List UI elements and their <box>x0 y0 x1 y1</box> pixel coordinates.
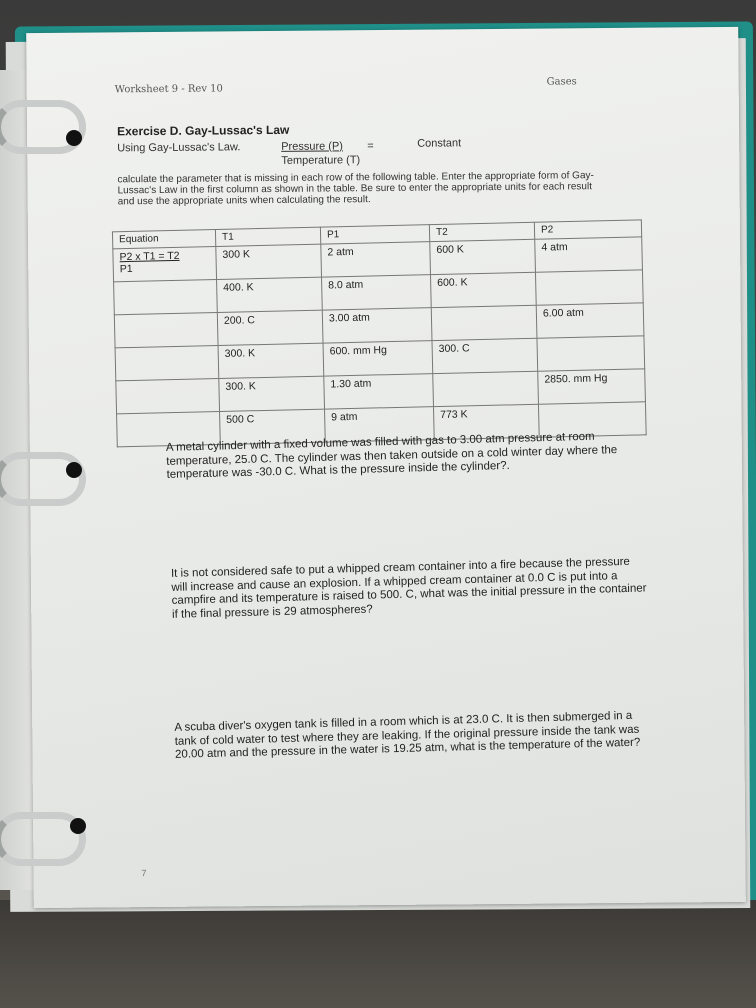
t2-cell: 773 K <box>433 404 539 439</box>
p2-cell <box>537 336 645 371</box>
exercise-using: Using Gay-Lussac's Law. <box>117 141 241 155</box>
header-left: Worksheet 9 - Rev 10 <box>114 83 223 96</box>
binder-ring-middle <box>0 452 86 506</box>
t1-cell: 400. K <box>217 277 323 312</box>
equation-cell <box>115 346 219 381</box>
p2-cell <box>535 270 643 305</box>
header-cell: T2 <box>429 222 534 241</box>
page-number: 7 <box>141 868 147 879</box>
p1-cell: 9 atm <box>325 407 435 442</box>
equation-cell <box>116 378 220 413</box>
exercise-title: Exercise D. Gay-Lussac's Law <box>116 122 290 139</box>
p1-cell: 3.00 atm <box>322 308 432 343</box>
formula-numerator: Pressure (P) <box>281 140 343 153</box>
header-cell: T1 <box>215 227 320 246</box>
punch-hole-bottom <box>70 818 86 834</box>
header-right: Gases <box>546 76 577 88</box>
header-cell: Equation <box>112 230 215 249</box>
question-1: A metal cylinder with a fixed volume was filled with gas to 3.00 atm pressure at room temperature, 25.0 C. The cylinder was then taken outside on a cold winter day where the temperature was -30.0 C. What is the pressure inside the cylinder?. <box>165 430 618 481</box>
gay-lussac-table <box>112 219 647 447</box>
question-3: A scuba diver's oxygen tank is filled in a room which is at 23.0 C. It is then submerged in a tank of cold water to test where they are leaking. If the original pressure inside the tank was 20.00 atm and the pressure in the water is 19.25 atm, what is the temperature of the water? <box>174 709 641 761</box>
formula-constant: Constant <box>417 137 462 150</box>
equation-cell <box>113 247 217 282</box>
t1-cell: 300. K <box>219 376 325 411</box>
t2-cell <box>433 371 539 406</box>
t1-cell: 300 K <box>216 244 322 279</box>
header-cell: P2 <box>534 220 641 239</box>
t1-cell: 200. C <box>217 310 323 345</box>
equation-top: P2 x T1 = T2 <box>119 249 180 264</box>
p2-cell: 6.00 atm <box>536 303 644 338</box>
t2-cell: 300. C <box>432 338 538 373</box>
t1-cell: 500 C <box>220 409 326 444</box>
p2-cell: 4 atm <box>535 237 643 272</box>
instructions: calculate the parameter that is missing in each row of the following table. Enter the appropriate form of Gay-Lussac's Law in the first column as shown in the table. Be sure to enter the appropriate units for each result and use the appropriate units when calculating the result. <box>117 170 594 208</box>
header-cell: P1 <box>320 225 429 244</box>
t2-cell: 600. K <box>430 272 536 307</box>
binder-bottom <box>0 900 756 1008</box>
formula-denominator: Temperature (T) <box>281 154 361 167</box>
formula-equals: = <box>367 140 374 153</box>
punch-hole-middle <box>66 462 82 478</box>
worksheet-page <box>26 27 746 908</box>
p1-cell: 8.0 atm <box>322 275 432 310</box>
equation-bottom: P1 <box>119 262 133 276</box>
p1-cell: 600. mm Hg <box>323 341 433 376</box>
p2-cell: 2850. mm Hg <box>538 369 646 404</box>
punch-hole-top <box>66 130 82 146</box>
equation-cell <box>114 313 218 348</box>
t2-cell <box>431 305 537 340</box>
p1-cell: 1.30 atm <box>324 374 434 409</box>
equation-cell <box>114 280 218 315</box>
p1-cell: 2 atm <box>321 242 431 277</box>
t2-cell: 600 K <box>430 239 536 274</box>
t1-cell: 300. K <box>218 343 324 378</box>
question-2: It is not considered safe to put a whipped cream container into a fire because the pressure will increase and cause an explosion. If a whipped cream container at 0.0 C is put into a campfire and its temperature is raised to 500. C, what was the initial pressure in the container if the final pressure is 29 atmospheres? <box>170 555 647 621</box>
